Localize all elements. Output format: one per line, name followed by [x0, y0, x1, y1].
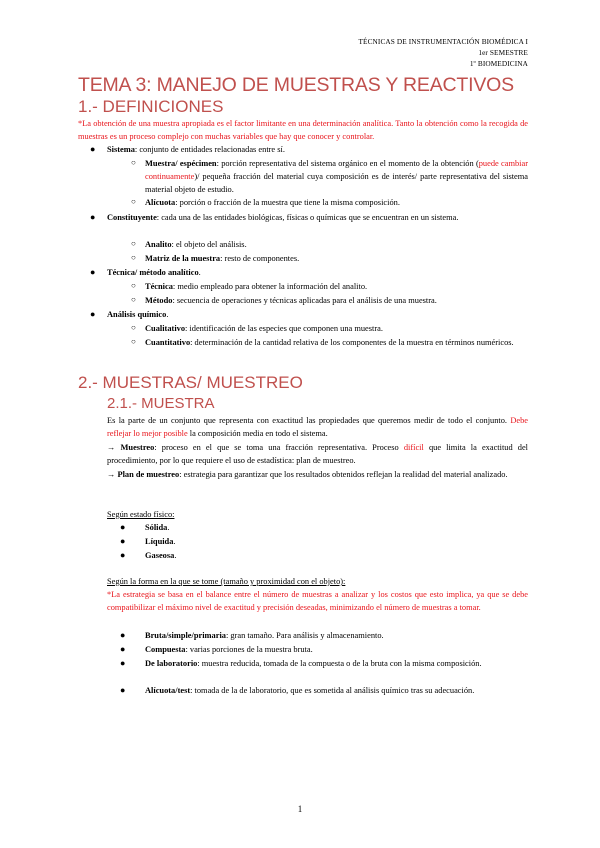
def-sistema [107, 143, 527, 156]
term-plan: Plan de muestreo [117, 470, 180, 479]
sub-bullet-icon: ○ [131, 281, 136, 290]
bullet-icon: ● [120, 658, 126, 668]
estado-solida: Sólida. [145, 523, 170, 532]
sub-bullet-icon: ○ [131, 197, 136, 206]
forma-note: *La estrategia se basa en el balance entre el número de muestras a analizar y los costos que esto implica, ya que se debe compatibilizar el máximo nivel de exactitud y precisión deseadas, minimizando el número de muestras a tomar. [107, 590, 528, 613]
semester: 1er SEMESTRE [478, 48, 528, 57]
term-muestreo: Muestreo [120, 443, 155, 452]
text-alicuota-test: : tomada de la de laboratorio, que es sometida al análisis químico tras su adecuación. [190, 686, 475, 695]
plan-text: : estrategia para garantizar que los resultados obtenidos reflejan la realidad del material analizado. [179, 470, 508, 479]
degree: 1º BIOMEDICINA [469, 59, 528, 68]
def-analisis [107, 308, 528, 321]
text-compuesta: : varias porciones de la muestra bruta. [185, 645, 313, 654]
term-cuantitativo: Cuantitativo [145, 338, 191, 347]
tipo-bruta [145, 629, 528, 642]
sub-bullet-icon: ○ [131, 158, 136, 167]
forma-label: Según la forma en la que se tome (tamaño y proximidad con el objeto): [107, 577, 346, 586]
estado-gaseosa: Gaseosa. [145, 551, 177, 560]
term-sistema: Sistema [107, 145, 135, 154]
text-muestra-1: : porción representativa del sistema orgánico en el momento de la obtención ( [216, 159, 479, 168]
term-muestra: Muestra/ espécimen [145, 159, 217, 168]
arrow-icon: → [107, 470, 116, 479]
estado-liquida: Líquida. [145, 537, 176, 546]
bullet-icon: ● [120, 630, 126, 640]
term-bruta: Bruta/simple/primaria [145, 631, 226, 640]
term-constituyente: Constituyente [107, 213, 157, 222]
page-number: 1 [297, 804, 303, 814]
text-metodo: : secuencia de operaciones y técnicas aplicadas para el análisis de una muestra. [172, 296, 437, 305]
text-cuantitativo: : determinación de la cantidad relativa de los componentes de la muestra en términos numéricos. [190, 338, 514, 347]
tipo-alicuota-test [145, 684, 528, 697]
def-analito [145, 238, 528, 251]
estado-gaseosa-label: Gaseosa [145, 551, 175, 560]
def-alicuota [145, 196, 528, 209]
term-tecnica: Técnica [145, 282, 173, 291]
section-2-heading: 2.- MUESTRAS/ MUESTREO [78, 373, 303, 392]
bullet-icon: ● [120, 644, 126, 654]
subsection-2-1-heading: 2.1.- MUESTRA [107, 395, 215, 412]
bullet-icon: ● [90, 212, 96, 222]
document-header [358, 36, 528, 69]
def-tecnica-metodo [107, 266, 528, 279]
muestra-text-a: Es la parte de un conjunto que representa con exactitud las propiedades que queremos medir de todo el conjunto. [107, 416, 511, 425]
def-cualitativo [145, 322, 528, 335]
muestreo-text-b: que limita la exactitud del procedimiento, por lo que requiere el uso de estadística: plan de muestreo. [107, 443, 529, 466]
term-laboratorio: De laboratorio [145, 659, 198, 668]
estado-liquida-label: Líquida [145, 537, 174, 546]
term-analito: Analito [145, 240, 172, 249]
text-tecnica: : medio empleado para obtener la información del analito. [172, 282, 368, 291]
bullet-icon: ● [90, 144, 96, 154]
section-1-heading: 1.- DEFINICIONES [78, 97, 224, 116]
sub-bullet-icon: ○ [131, 337, 136, 346]
tipo-compuesta [145, 643, 528, 656]
term-alicuota-test: Alícuota/test [145, 686, 191, 695]
bullet-icon: ● [90, 267, 96, 277]
bullet-icon: ● [120, 550, 126, 560]
term-cualitativo: Cualitativo [145, 324, 186, 333]
muestra-text-b: la composición media en todo el sistema. [187, 429, 328, 439]
text-constituyente: : cada una de las entidades biológicas, físicas o químicas que se encuentran en un sistema. [156, 213, 459, 222]
text-sistema: : conjunto de entidades relacionadas entre sí. [134, 145, 285, 154]
text-muestra-2: )/ pequeña fracción del material cuya composición es de interés/ parte representativa del sistema material objeto de estudio. [145, 172, 528, 195]
bullet-icon: ● [120, 536, 126, 546]
arrow-icon: → [107, 443, 116, 452]
text-tecnica-metodo: . [198, 268, 201, 277]
def-matriz [145, 252, 528, 265]
text-analito: : el objeto del análisis. [171, 240, 247, 249]
def-constituyente [107, 211, 528, 224]
bullet-icon: ● [90, 309, 96, 319]
text-analisis: . [166, 310, 169, 319]
sub-bullet-icon: ○ [131, 323, 136, 332]
estado-solida-label: Sólida [145, 523, 168, 532]
text-alicuota: : porción o fracción de la muestra que tiene la misma composición. [175, 198, 400, 207]
intro-note: *La obtención de una muestra apropiada es el factor limitante en una determinación analítica. Tanto la obtención como la recogida de muestras es un proceso complejo con muchas variables que hay que conocer y controlar. [78, 119, 528, 142]
tipo-laboratorio [145, 657, 528, 670]
text-bruta: : gran tamaño. Para análisis y almacenamiento. [225, 631, 384, 640]
muestreo-text-red: difícil [403, 443, 424, 452]
muestreo-paragraph [107, 441, 528, 467]
term-analisis: Análisis químico [107, 310, 167, 319]
plan-paragraph [107, 468, 528, 481]
term-alicuota: Alícuota [145, 198, 176, 207]
text-muestra-red: puede cambiar continuamente [145, 159, 528, 182]
def-metodo [145, 294, 528, 307]
bullet-icon: ● [120, 685, 126, 695]
def-tecnica [145, 280, 528, 293]
sub-bullet-icon: ○ [131, 239, 136, 248]
muestra-paragraph [107, 414, 528, 440]
term-matriz: Matriz de la muestra [145, 254, 221, 263]
def-cuantitativo [145, 336, 528, 349]
term-tecnica-metodo: Técnica/ método analítico [107, 268, 199, 277]
muestra-text-red: Debe reflejar lo mejor posible [107, 416, 528, 439]
bullet-icon: ● [120, 522, 126, 532]
course-name: TÉCNICAS DE INSTRUMENTACIÓN BIOMÉDICA I [358, 37, 528, 46]
text-cualitativo: : identificación de las especies que componen una muestra. [185, 324, 383, 333]
sub-bullet-icon: ○ [131, 295, 136, 304]
document-title: TEMA 3: MANEJO DE MUESTRAS Y REACTIVOS [78, 74, 514, 96]
sub-bullet-icon: ○ [131, 253, 136, 262]
text-laboratorio: : muestra reducida, tomada de la compuesta o de la bruta con la misma composición. [197, 659, 482, 668]
term-metodo: Método [145, 296, 173, 305]
muestreo-text-a: : proceso en el que se toma una fracción representativa. Proceso [154, 443, 404, 452]
text-matriz: : resto de componentes. [220, 254, 300, 263]
def-muestra [145, 157, 528, 197]
term-compuesta: Compuesta [145, 645, 186, 654]
estado-label: Según estado físico: [107, 510, 175, 519]
